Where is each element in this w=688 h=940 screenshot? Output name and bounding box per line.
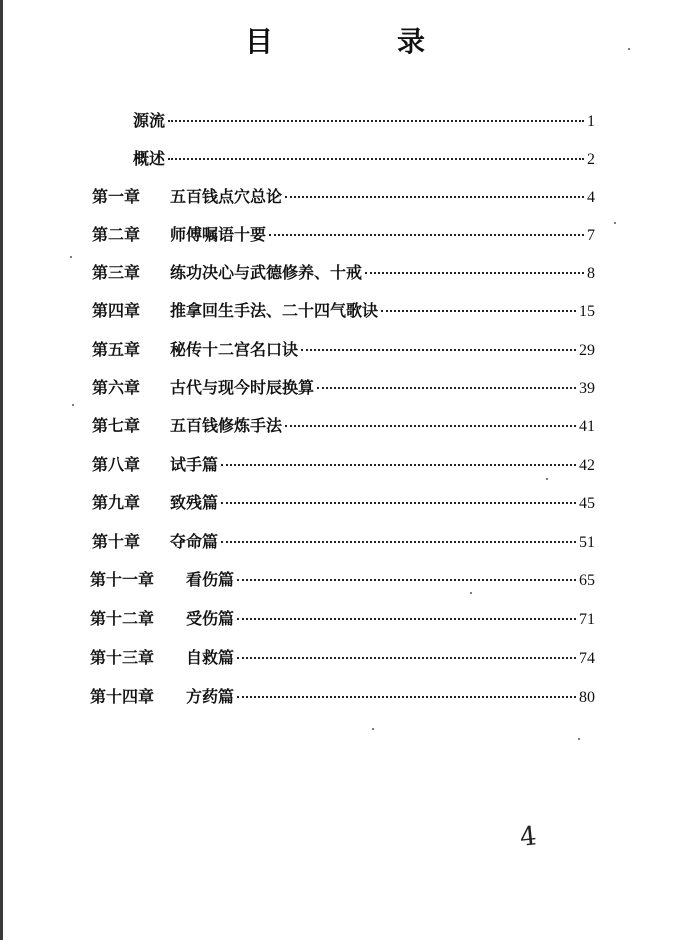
toc-page-number: 51 <box>579 534 595 551</box>
toc-chapter-title: 五百钱修炼手法 <box>170 416 283 435</box>
toc-leader-dots <box>285 425 576 427</box>
toc-leader-dots <box>237 657 576 659</box>
toc-chapter-number: 第六章 <box>92 378 141 397</box>
toc-chapter-number: 第九章 <box>92 493 141 512</box>
toc-page-number: 74 <box>579 650 595 667</box>
scan-speck <box>628 48 630 50</box>
toc-entry <box>92 222 595 245</box>
toc-chapter-number: 第十三章 <box>90 648 155 667</box>
toc-chapter-title: 概述 <box>133 149 166 168</box>
toc-page-number: 80 <box>579 689 595 706</box>
toc-chapter-title: 师傅嘱语十要 <box>170 225 267 244</box>
toc-leader-dots <box>168 120 584 122</box>
toc-leader-dots <box>237 618 576 620</box>
toc-page-number: 45 <box>579 495 595 512</box>
toc-page-number: 39 <box>579 380 595 397</box>
toc-entry <box>90 606 595 629</box>
toc-chapter-number: 第十四章 <box>90 687 155 706</box>
toc-entry <box>92 490 595 513</box>
toc-chapter-title: 推拿回生手法、二十四气歌诀 <box>170 301 379 320</box>
toc-chapter-number: 第二章 <box>92 225 141 244</box>
toc-chapter-number: 第四章 <box>92 301 141 320</box>
scan-speck <box>470 592 472 594</box>
toc-chapter-title: 秘传十二宫名口诀 <box>170 340 299 359</box>
toc-chapter-title: 自救篇 <box>186 648 235 667</box>
scan-speck <box>70 256 72 258</box>
toc-chapter-number: 第七章 <box>92 416 141 435</box>
toc-chapter-title: 五百钱点穴总论 <box>170 187 283 206</box>
toc-chapter-number: 第八章 <box>92 455 141 474</box>
scan-speck <box>72 404 74 406</box>
toc-chapter-title: 练功决心与武德修养、十戒 <box>170 263 363 282</box>
toc-page-number: 15 <box>579 303 595 320</box>
toc-chapter-number: 第十二章 <box>90 609 155 628</box>
toc-entry <box>92 184 595 207</box>
toc-page-number: 65 <box>579 572 595 589</box>
toc-entry <box>90 645 595 668</box>
page-title: 目 录 <box>244 25 473 58</box>
toc-leader-dots <box>221 541 576 543</box>
toc-page-number: 4 <box>587 189 595 206</box>
scan-speck <box>372 728 374 730</box>
toc-entry <box>92 337 595 360</box>
toc-entry <box>92 529 595 552</box>
toc-page-number: 42 <box>579 457 595 474</box>
toc-page-number: 29 <box>579 342 595 359</box>
toc-chapter-number: 第五章 <box>92 340 141 359</box>
toc-leader-dots <box>168 158 584 160</box>
scan-speck <box>614 222 616 224</box>
toc-page-number: 8 <box>587 265 595 282</box>
toc-chapter-number: 第三章 <box>92 263 141 282</box>
toc-leader-dots <box>237 579 576 581</box>
toc-entry <box>133 108 595 131</box>
toc-leader-dots <box>365 272 584 274</box>
toc-chapter-number: 第一章 <box>92 187 141 206</box>
toc-entry <box>90 567 595 590</box>
toc-leader-dots <box>221 502 576 504</box>
toc-leader-dots <box>317 387 576 389</box>
toc-chapter-title: 源流 <box>133 111 166 130</box>
toc-chapter-title: 看伤篇 <box>186 570 235 589</box>
toc-leader-dots <box>301 349 576 351</box>
toc-page-number: 41 <box>579 418 595 435</box>
toc-entry <box>92 452 595 475</box>
toc-entry <box>90 684 595 707</box>
toc-leader-dots <box>237 696 576 698</box>
toc-page-number: 71 <box>579 611 595 628</box>
toc-chapter-title: 试手篇 <box>170 455 219 474</box>
toc-chapter-title: 致残篇 <box>170 493 219 512</box>
toc-chapter-title: 方药篇 <box>186 687 235 706</box>
toc-chapter-number: 第十章 <box>92 532 141 551</box>
toc-entry <box>92 298 595 321</box>
toc-leader-dots <box>285 196 584 198</box>
toc-entry <box>133 146 595 169</box>
toc-page-number: 7 <box>587 227 595 244</box>
toc-leader-dots <box>381 310 576 312</box>
toc-chapter-title: 受伤篇 <box>186 609 235 628</box>
toc-chapter-number: 第十一章 <box>90 570 155 589</box>
scan-speck <box>546 478 548 480</box>
handwritten-page-number: 4 <box>518 821 539 853</box>
scan-speck <box>578 738 580 740</box>
toc-page-number: 2 <box>587 151 595 168</box>
toc-leader-dots <box>221 464 576 466</box>
toc-page-number: 1 <box>587 113 595 130</box>
toc-entry <box>92 413 595 436</box>
toc-leader-dots <box>269 234 584 236</box>
toc-entry <box>92 260 595 283</box>
toc-chapter-title: 夺命篇 <box>170 532 219 551</box>
toc-entry <box>92 375 595 398</box>
toc-chapter-title: 古代与现今时辰换算 <box>170 378 315 397</box>
